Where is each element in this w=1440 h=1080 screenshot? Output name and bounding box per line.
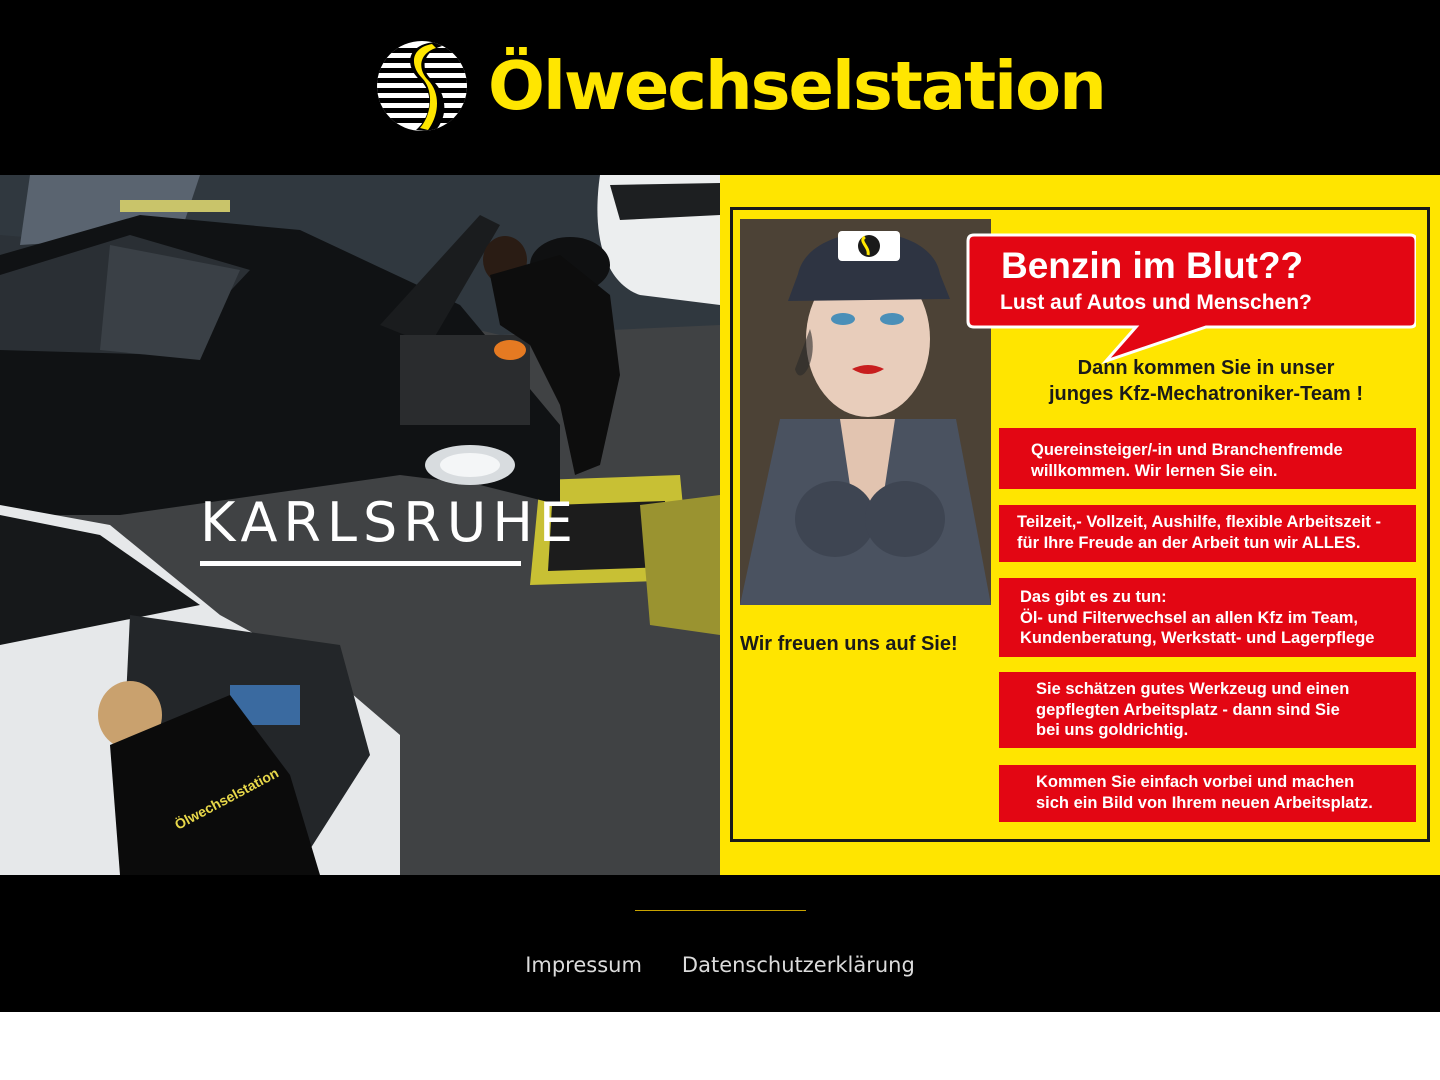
brand-name: Ölwechselstation (488, 47, 1105, 125)
box-line: gepflegten Arbeitsplatz - dann sind Sie (1036, 700, 1340, 719)
info-box-working-hours (999, 505, 1416, 562)
info-box-newcomers (999, 428, 1416, 489)
impressum-link[interactable]: Impressum (525, 953, 642, 977)
jacket-print-text: Ölwechselstation (171, 764, 282, 833)
intro-line: junges Kfz-Mechatroniker-Team ! (1048, 383, 1364, 405)
box-line: für Ihre Freude an der Arbeit tun wir ALLES. (1017, 533, 1361, 552)
poster-headline: Benzin im Blut?? (1001, 245, 1304, 286)
box-line: Kundenberatung, Werkstatt- und Lagerpflege (1020, 629, 1375, 647)
box-line: Das gibt es zu tun: (1020, 588, 1167, 606)
intro-line: Dann kommen Sie in unser (1077, 357, 1335, 379)
workshop-photo (0, 175, 720, 875)
box-line: Quereinsteiger/-in und Branchenfremde (1031, 441, 1343, 459)
info-box-tools (999, 672, 1416, 748)
site-footer (0, 875, 1440, 1012)
box-line: Kommen Sie einfach vorbei und machen (1036, 773, 1355, 791)
poster-subline: Lust auf Autos und Menschen? (1000, 291, 1312, 314)
portrait-illustration (740, 219, 991, 605)
city-title-underline (200, 561, 521, 566)
box-line: sich ein Bild von Ihrem neuen Arbeitsplatz. (1036, 793, 1373, 812)
box-line: Sie schätzen gutes Werkzeug und einen (1036, 680, 1350, 698)
hero-section (0, 175, 1440, 875)
box-line: willkommen. Wir lernen Sie ein. (1031, 461, 1278, 480)
footer-nav (0, 953, 1440, 977)
info-box-visit (999, 765, 1416, 822)
privacy-policy-link[interactable]: Datenschutzerklärung (681, 953, 915, 977)
mechanic-portrait-image (740, 219, 991, 605)
box-line: Teilzeit,- Vollzeit, Aushilfe, flexible Arbeitszeit - (1017, 513, 1381, 531)
footer-divider (635, 910, 806, 911)
poster-intro (1000, 355, 1412, 407)
box-line: Öl- und Filterwechsel an allen Kfz im Team, (1020, 608, 1359, 627)
brand-logo[interactable] (376, 40, 1105, 132)
box-line: bei uns goldrichtig. (1036, 721, 1189, 739)
oil-drop-s-logo-icon (376, 40, 468, 132)
welcome-text: Wir freuen uns auf Sie! (740, 633, 958, 655)
info-box-tasks (999, 578, 1416, 657)
city-title: KARLSRUHE (200, 491, 580, 554)
job-poster (720, 175, 1440, 875)
site-header (0, 0, 1440, 175)
